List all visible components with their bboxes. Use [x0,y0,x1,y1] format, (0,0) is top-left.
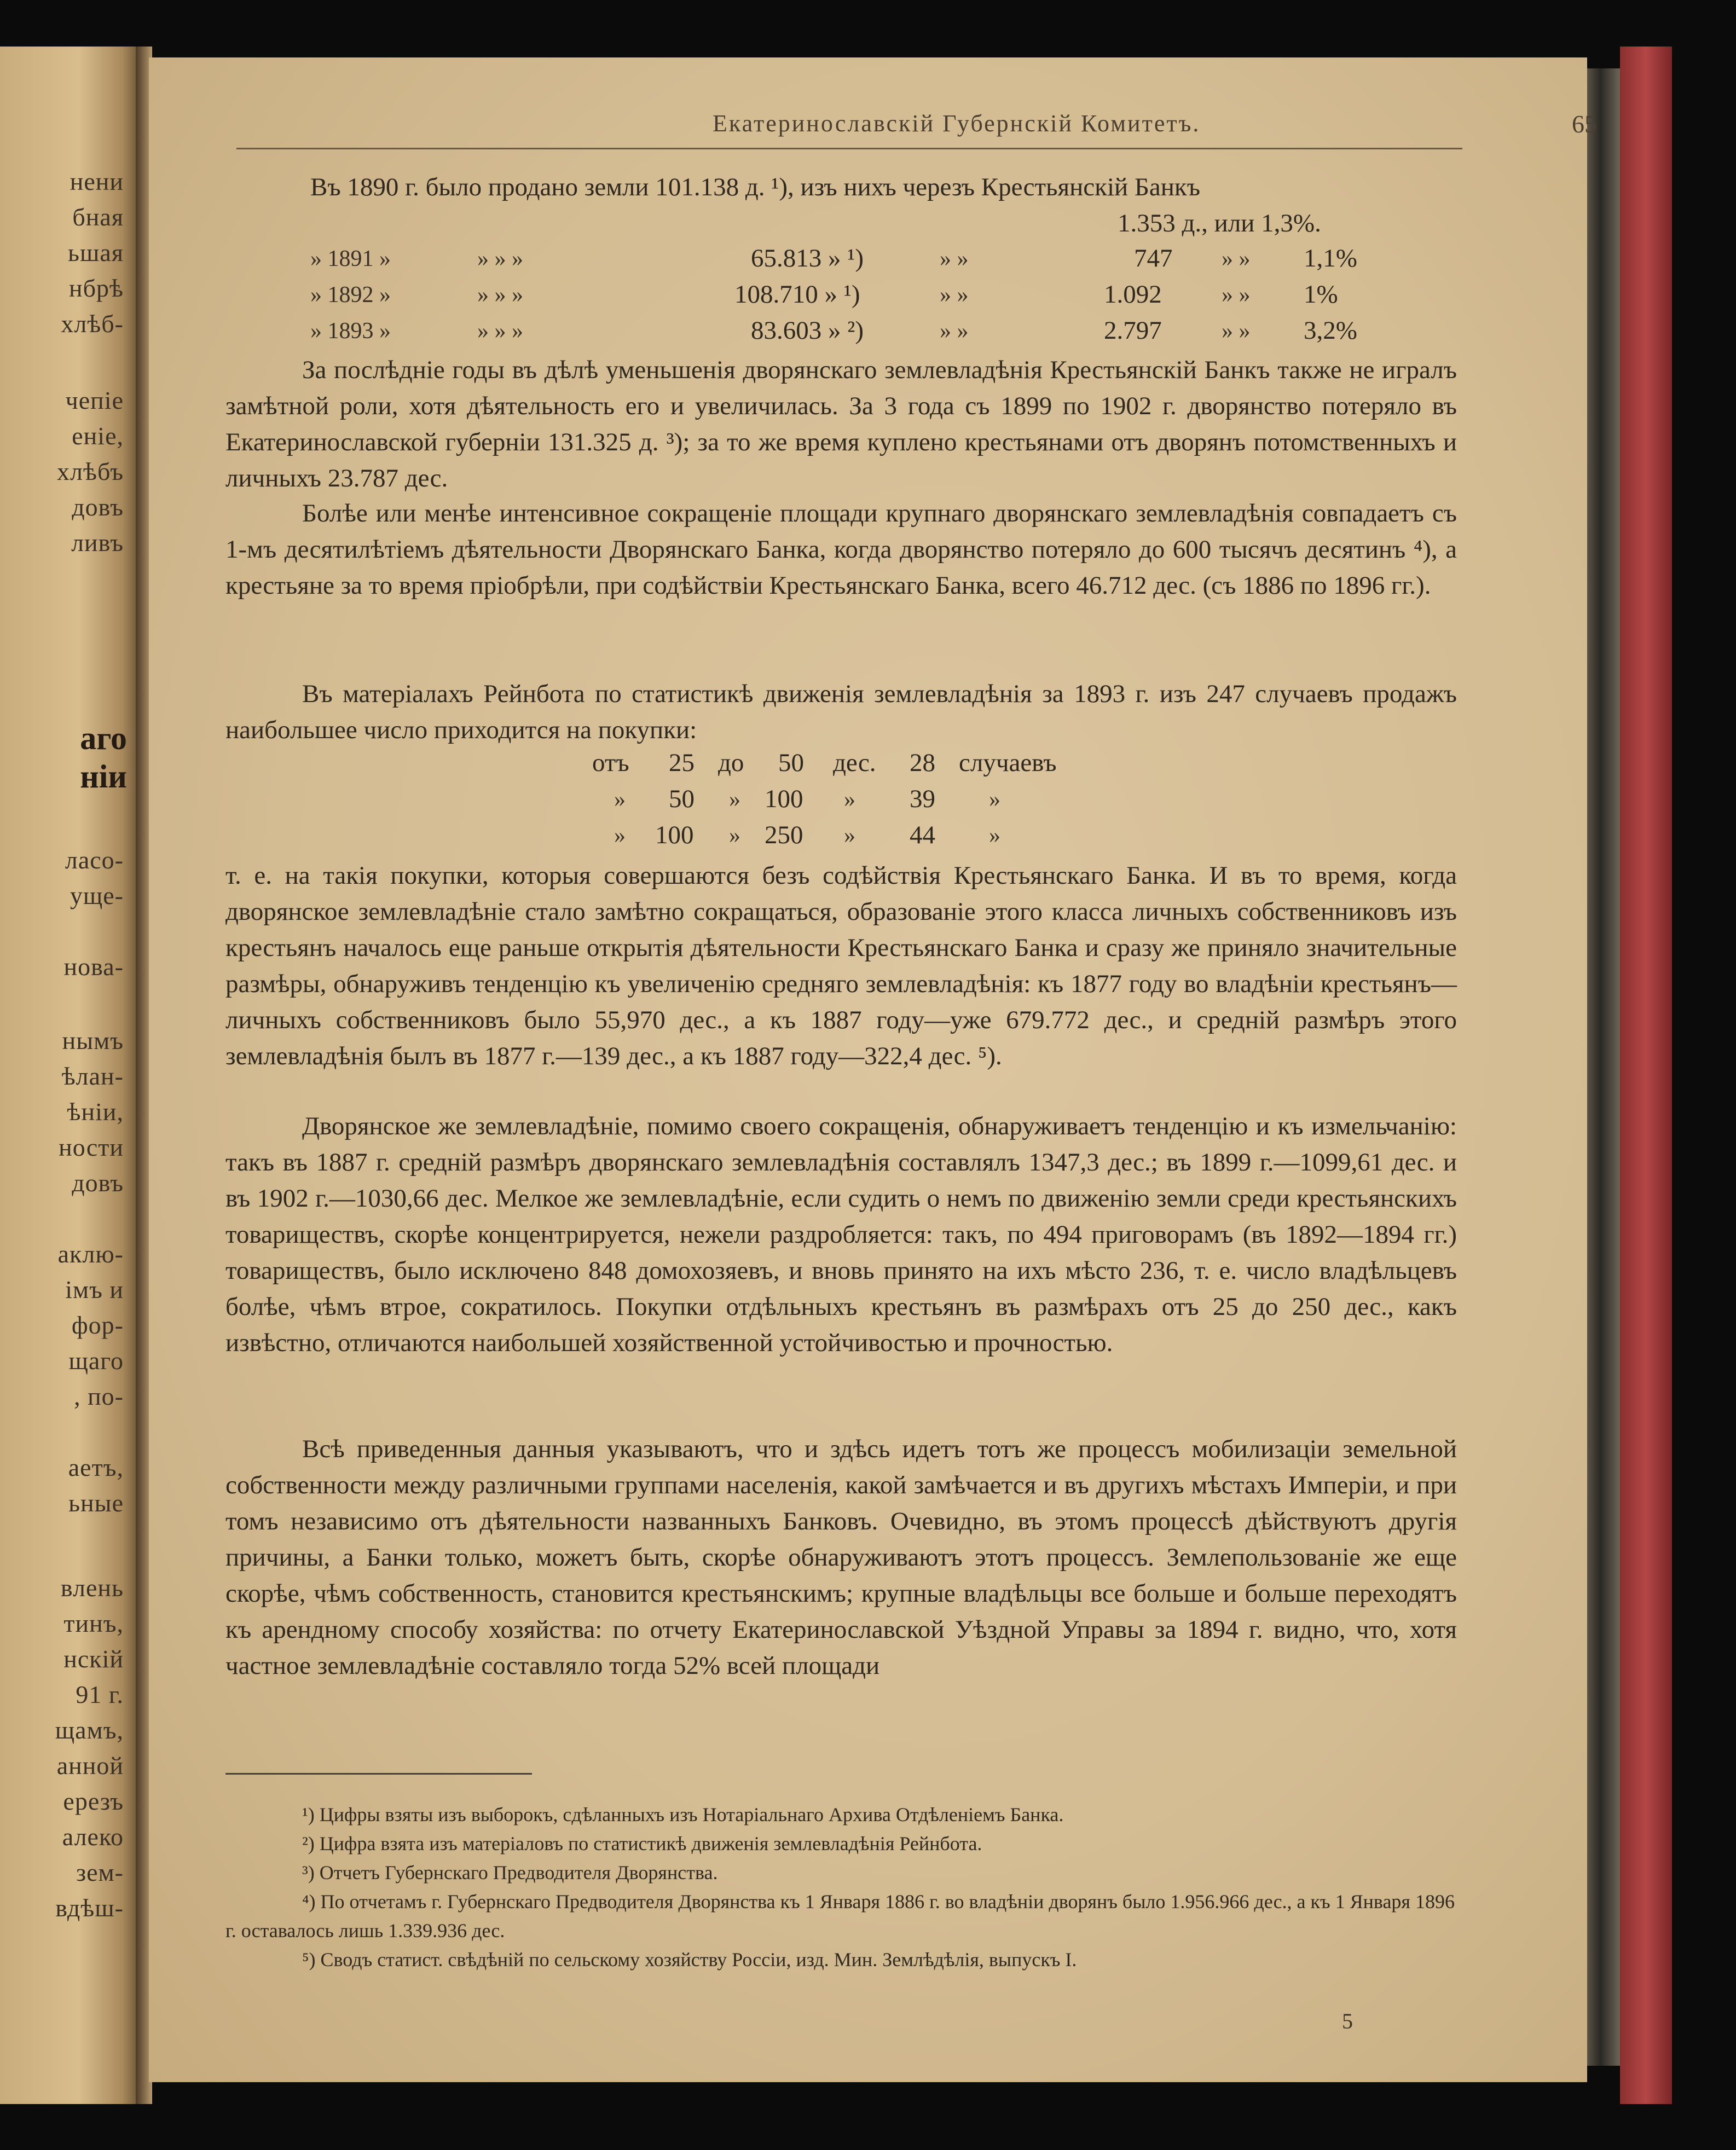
running-header: Екатеринославскій Губернскій Комитетъ. [713,110,1201,137]
paragraph: Дворянское же землевладѣніе, помимо своего сокращенія, обнаруживаетъ тенденцію и къ измельчанію: такъ въ 1887 г. средній размѣръ дворянскаго землевладѣнія составлялъ 1347,3 дес.; въ 1899 г.—1099,61 дес. и въ 1902 г.—1030,66 дес. Мелкое же землевладѣніе, если судить о немъ по движенію земли среди крестьянскихъ товариществъ, скорѣе концентрируется, нежели раздробляется: такъ, по 494 приговорамъ (въ 1892—1894 гг.) товариществъ, было исключено 848 домохозяевъ, и вновь принято на ихъ мѣсто 236, т. е. число владѣльцевъ болѣе, чѣмъ втрое, сократилось. Покупки отдѣльныхъ крестьянъ въ размѣрахъ отъ 25 до 250 дес., какъ извѣстно, отличаются наибольшей хозяйственной устойчивостью и прочностью. [225,1112,1457,1357]
left-page-line: хлѣбъ [57,457,124,485]
left-page-line: нени [70,167,124,195]
left-page-line: щамъ, [55,1716,124,1744]
left-page-line: ѣлан- [61,1062,124,1090]
left-page-line: аетъ, [68,1453,124,1481]
signature-mark: 5 [1342,2009,1353,2033]
left-page-line: щаго [68,1347,124,1375]
unit-cell: » » [1222,246,1251,271]
left-page-line: нымъ [62,1027,124,1054]
unit-cell: » » [1222,282,1251,308]
to-cell: » [729,787,740,812]
left-page-line: анной [56,1752,124,1780]
left-page-line: нскій [63,1645,124,1673]
paragraph: Въ матеріалахъ Рейнбота по статистикѣ движенія землевладѣнія за 1893 г. изъ 247 случаевъ продажъ наибольшее число приходится на покупки: [225,680,1457,744]
book-spread [0,47,1669,2104]
left-page-line: довъ [72,1169,124,1197]
year-cell: » 1893 » [310,318,391,344]
left-page-line: аклю- [57,1240,124,1268]
left-page-line: ьные [68,1489,124,1517]
to-value: 250 [765,821,803,849]
label-cell: » [989,823,1000,848]
left-page-line: нбрѣ [69,274,124,302]
left-page-line: нова- [63,953,124,981]
header-rule [236,148,1462,149]
pct-cell: 1% [1304,280,1338,309]
footnote: ²) Цифра взята изъ матеріаловъ по статистикѣ движенія землевладѣнія Рейнбота. [302,1833,982,1855]
amount-cell: 65.813 » ¹) [751,244,864,273]
page-edges [1587,68,1620,2066]
label-cell: случаевъ [959,749,1057,777]
left-page-line: ьшая [68,239,124,266]
paragraph: Всѣ приведенныя данныя указываютъ, что и здѣсь идетъ тотъ же процессъ мобилизаціи земельной собственности между различными группами населенія, какой замѣчается и въ другихъ мѣстахъ Имперіи, и при томъ независимо отъ дѣятельности названныхъ Банковъ. Очевидно, въ этомъ процессѣ дѣйствуютъ другія причины, а Банки только, можетъ быть, скорѣе обнаруживаютъ этотъ процессъ. Землепользованіе же еще скорѣе, чѣмъ собственность, становится крестьянскимъ; крупные владѣльцы все больше и больше переходятъ къ арендному способу хозяйства: по отчету Екатеринославской Уѣздной Управы за 1894 г. видно, что, хотя частное землевладѣніе составляло тогда 52% всей площади [225,1435,1457,1680]
year-cell: » 1892 » [310,282,391,308]
from-value: 25 [669,749,695,777]
to-cell: » [729,823,740,848]
amount-cell: 108.710 » ¹) [734,280,860,309]
count-cell: 44 [910,821,935,849]
left-page-line: , по- [74,1382,124,1410]
unit-cell: дес. [833,749,876,777]
year-cell: » 1891 » [310,246,391,271]
bank-cell: 1.092 [1104,280,1162,309]
footnote: ¹) Цифры взяты изъ выборокъ, сдѣланныхъ изъ Нотаріальнаго Архива Отдѣленіемъ Банка. [302,1804,1064,1826]
footnote: ⁴) По отчетамъ г. Губернскаго Предводителя Дворянства къ 1 Января 1886 г. во владѣніи дворянъ было 1.956.966 дес., а къ 1 Января 1896 г. оставалось лишь 1.339.936 дес. [225,1891,1455,1942]
label-cell: » [989,787,1000,812]
from-cell: » [614,787,626,812]
ditto-cell: » » » [477,246,523,271]
unit-cell: » [844,787,855,812]
via-cell: » » [940,282,969,308]
to-cell: до [718,749,744,777]
left-page-line: 91 г. [76,1680,124,1708]
left-page-line: еніе, [72,422,124,450]
ditto-cell: » » » [477,282,523,308]
count-cell: 28 [910,749,935,777]
from-cell: отъ [592,749,629,777]
to-value: 50 [778,749,804,777]
via-cell: » » [940,246,969,271]
page-number: 65 [1572,110,1597,138]
left-page-line: тинъ, [63,1609,124,1637]
to-value: 100 [765,785,803,813]
left-page-line: ливъ [71,529,124,557]
left-page-heading: аго [80,720,127,756]
amount-cell: 83.603 » ²) [751,316,864,345]
left-page-line: вдѣш- [55,1894,124,1922]
left-page-line: влень [60,1574,124,1602]
left-page-line: довъ [72,493,124,521]
left-page-line: алеко [62,1823,124,1851]
bank-cell: 747 [1134,244,1173,273]
paragraph: Болѣе или менѣе интенсивное сокращеніе площади крупнаго дворянскаго землевладѣнія совпадаетъ съ 1-мъ десятилѣтіемъ дѣятельности Дворянскаго Банка, когда дворянство потеряло до 600 тысячъ десятинъ ⁴), а крестьяне за то время пріобрѣли, при содѣйствіи Крестьянскаго Банка, всего 46.712 дес. (съ 1886 по 1896 гг.). [225,499,1457,600]
pct-cell: 1,1% [1304,244,1357,273]
sales-intro: Въ 1890 г. было продано земли 101.138 д. ¹), изъ нихъ черезъ Крестьянскій Банкъ [310,173,1201,201]
footnote-rule [225,1773,532,1775]
left-page-line: ласо- [65,846,124,874]
left-page-line: бная [72,203,124,231]
left-page-line: уще- [70,882,124,909]
paragraph: За послѣдніе годы въ дѣлѣ уменьшенія дворянскаго землевладѣнія Крестьянскій Банкъ также не игралъ замѣтной роли, хотя дѣятельность его и увеличилась. За 3 года съ 1899 по 1902 г. дворянство потеряло въ Екатеринославской губерніи 131.325 д. ³); за то же время куплено крестьянами отъ дворянъ потомственныхъ и личныхъ 23.787 дес. [225,356,1457,492]
from-cell: » [614,823,626,848]
left-page-fragment [0,47,143,2104]
unit-cell: » [844,823,855,848]
sales-first-cont: 1.353 д., или 1,3%. [1118,209,1321,237]
via-cell: » » [940,318,969,344]
bank-cell: 2.797 [1104,316,1162,345]
book-cover-edge [1620,47,1672,2104]
left-page-line: ѣніи, [67,1098,124,1126]
left-page-line: хлѣб- [61,310,124,338]
left-page-line: зем- [76,1858,124,1886]
footnote: ³) Отчетъ Губернскаго Предводителя Дворянства. [302,1862,718,1884]
ditto-cell: » » » [477,318,523,344]
left-page-heading: ніи [80,758,127,795]
left-page-line: фор- [71,1311,124,1339]
footnote: ⁵) Сводъ статист. свѣдѣній по сельскому хозяйству Россіи, изд. Мин. Землѣдѣлія, выпускъ I. [302,1949,1077,1971]
paragraph: т. е. на такія покупки, которыя совершаются безъ содѣйствія Крестьянскаго Банка. И въ то время, когда дворянское землевладѣніе стало замѣтно сокращаться, образованіе этого класса личныхъ собственниковъ изъ крестьянъ началось еще раньше открытія дѣятельности Крестьянскаго Банка и сразу же приняло значительные размѣры, обнаруживъ тенденцію къ увеличенію средняго землевладѣнія: къ 1877 году во владѣніи крестьянъ—личныхъ собственниковъ было 55,970 дес., а къ 1887 году—уже 679.772 дес., и средній размѣръ этого землевладѣнія былъ въ 1877 г.—139 дес., а къ 1887 году—322,4 дес. ⁵). [225,861,1457,1070]
main-page [149,57,1597,2082]
count-cell: 39 [910,785,935,813]
left-page-line: імъ и [65,1276,124,1303]
pct-cell: 3,2% [1304,316,1357,345]
from-value: 100 [655,821,694,849]
unit-cell: » » [1222,318,1251,344]
left-page-line: ерезъ [63,1787,124,1815]
from-value: 50 [669,785,695,813]
left-page-line: ности [59,1133,124,1161]
left-page-line: чепіе [65,386,124,414]
